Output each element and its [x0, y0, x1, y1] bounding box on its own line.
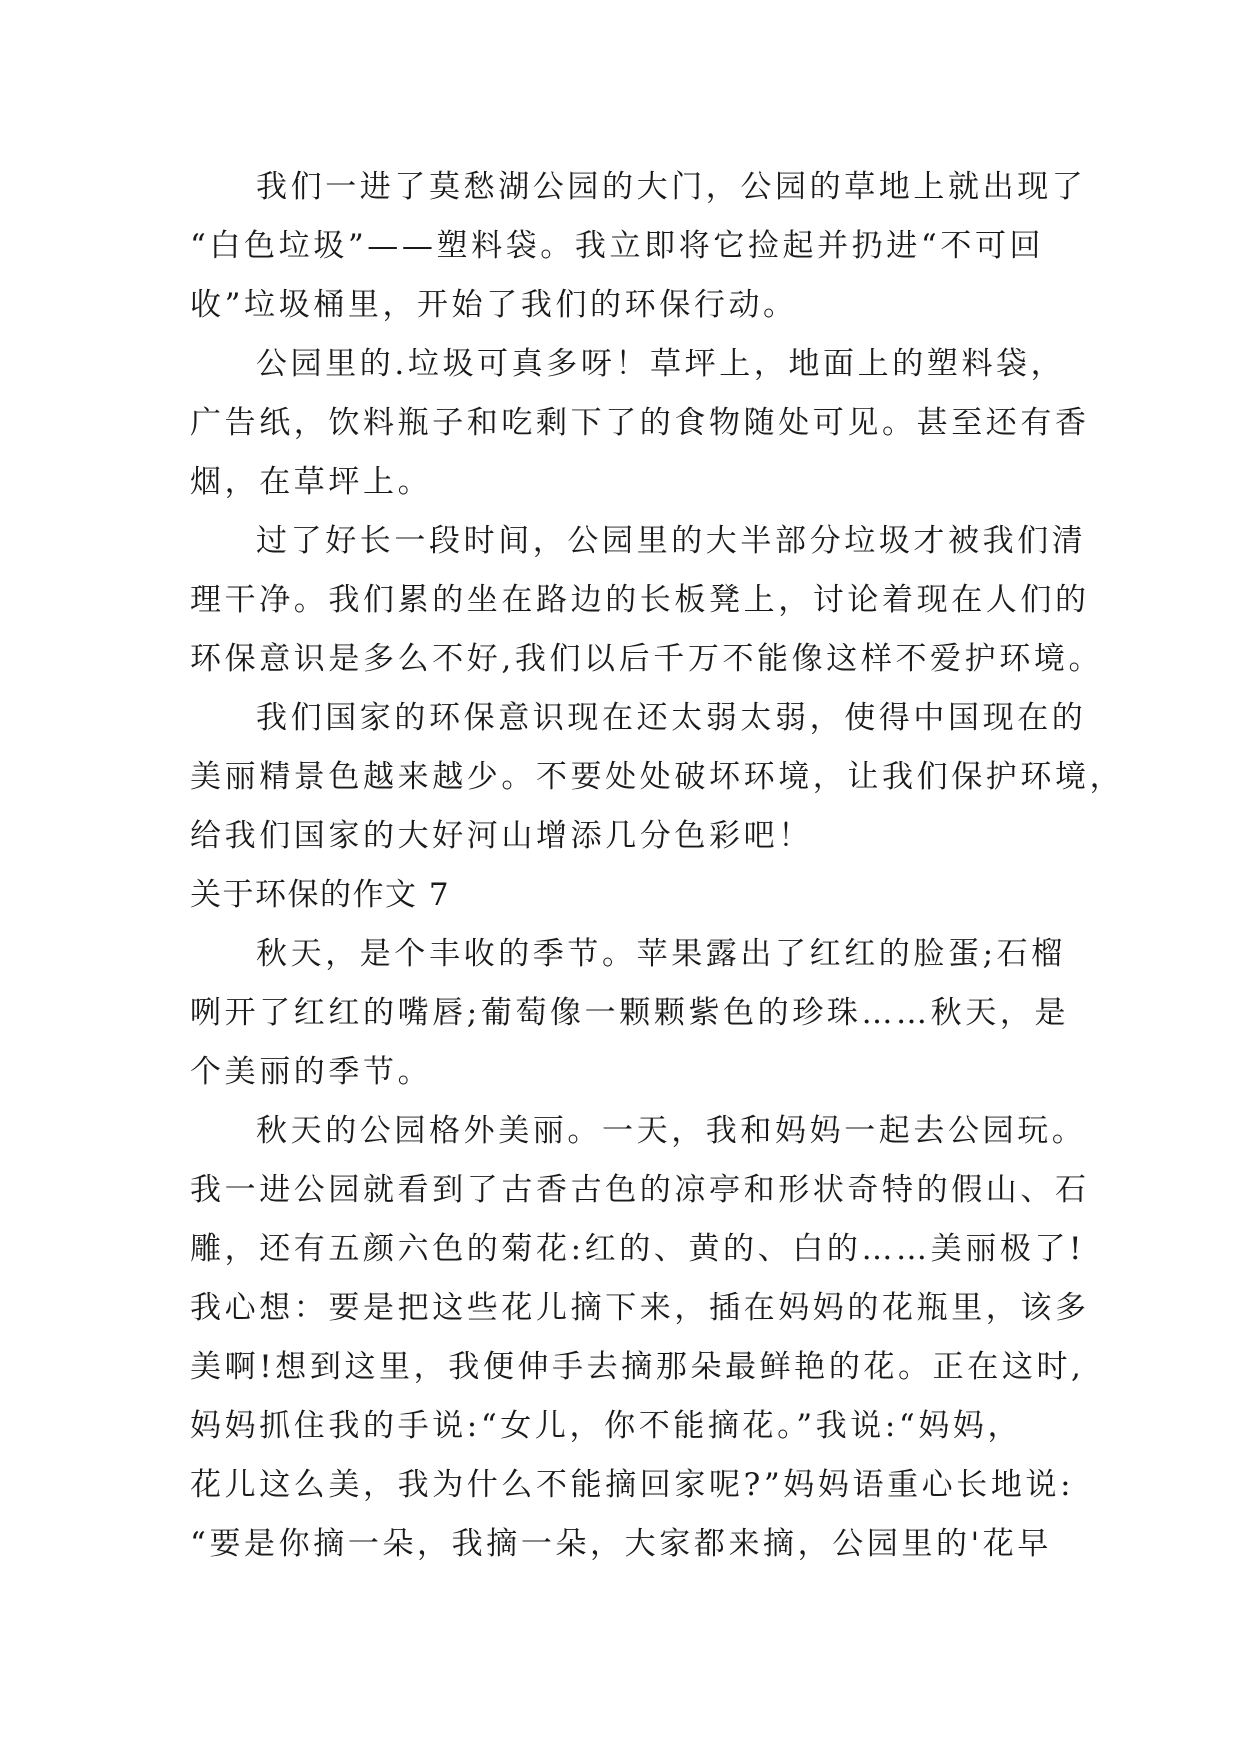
paragraph-line: 秋天的公园格外美丽。一天，我和妈妈一起去公园玩。 [256, 1113, 1087, 1149]
paragraph-line: 咧开了红红的嘴唇;葡萄像一颗颗紫色的珍珠……秋天，是 [190, 995, 1070, 1031]
paragraph-line: 环保意识是多么不好,我们以后千万不能像这样不爱护环境。 [190, 641, 1104, 677]
paragraph-line: 理干净。我们累的坐在路边的长板凳上，讨论着现在人们的 [190, 582, 1090, 618]
paragraph-line: 秋天，是个丰收的季节。苹果露出了红红的脸蛋;石榴 [256, 936, 1066, 972]
paragraph-line: 公园里的.垃圾可真多呀！草坪上，地面上的塑料袋， [256, 346, 1066, 382]
document-body [190, 158, 1125, 1574]
paragraph-line: 花儿这么美，我为什么不能摘回家呢?”妈妈语重心长地说: [190, 1467, 1075, 1503]
paragraph-line: 过了好长一段时间，公园里的大半部分垃圾才被我们清 [256, 523, 1087, 559]
paragraph-line: 美丽精景色越来越少。不要处处破坏环境，让我们保护环境， [190, 759, 1125, 795]
paragraph-line: 收”垃圾桶里，开始了我们的环保行动。 [190, 287, 798, 323]
paragraph-line: 我们一进了莫愁湖公园的大门，公园的草地上就出现了 [256, 169, 1087, 205]
paragraph-line: 雕，还有五颜六色的菊花:红的、黄的、白的……美丽极了! [190, 1231, 1086, 1267]
paragraph-line: 我一进公园就看到了古香古色的凉亭和形状奇特的假山、石 [190, 1172, 1090, 1208]
paragraph-line: 美啊!想到这里，我便伸手去摘那朵最鲜艳的花。正在这时, [190, 1349, 1085, 1385]
paragraph-line: 我心想：要是把这些花儿摘下来，插在妈妈的花瓶里，该多 [190, 1290, 1090, 1326]
paragraph-line: 广告纸，饮料瓶子和吃剩下了的食物随处可见。甚至还有香 [190, 405, 1090, 441]
paragraph-line: “要是你摘一朵，我摘一朵，大家都来摘，公园里的'花早 [190, 1526, 1052, 1562]
paragraph-line: 我们国家的环保意识现在还太弱太弱，使得中国现在的 [256, 700, 1087, 736]
section-heading: 关于环保的作文 7 [190, 877, 451, 913]
paragraph-line: 妈妈抓住我的手说:“女儿，你不能摘花。”我说:“妈妈， [190, 1408, 1023, 1444]
paragraph-line: 给我们国家的大好河山增添几分色彩吧！ [190, 818, 813, 854]
paragraph-line: 烟，在草坪上。 [190, 464, 433, 500]
paragraph-line: “白色垃圾”——塑料袋。我立即将它捡起并扔进“不可回 [190, 228, 1045, 264]
paragraph-line: 个美丽的季节。 [190, 1054, 433, 1090]
